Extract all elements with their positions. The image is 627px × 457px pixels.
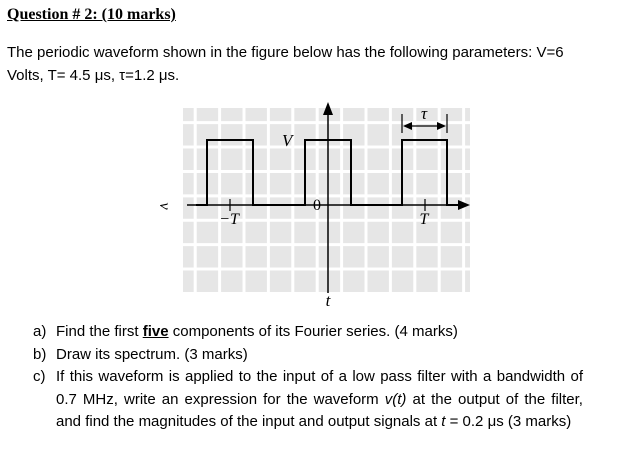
part-a-text-start: Find the first (56, 323, 143, 340)
amplitude-v-label: V (282, 131, 293, 150)
part-c-t: t (441, 413, 446, 430)
part-c-text-middle: at the output of the filter, and find the magnitudes of the input and output signals at (56, 390, 583, 430)
minus-t-label: −T (219, 211, 239, 228)
intro-line-1: The periodic waveform shown in the figure below has the following parameters: V=6 (7, 44, 564, 61)
question-parts (33, 321, 583, 434)
origin-label: 0 (313, 197, 321, 214)
part-b-label: b) (33, 345, 47, 363)
intro-line-2: Volts, T= 4.5 μs, τ=1.2 μs. (7, 67, 180, 84)
part-c (33, 366, 583, 434)
part-b-text: Draw its spectrum. (3 marks) (56, 345, 248, 363)
part-c-text-start: If this waveform is applied to the input of a low pass filter with a bandwidth of 0.7 MHz, write an expression for the waveform (56, 368, 583, 408)
time-axis-label: t (325, 291, 331, 310)
part-a (33, 321, 583, 344)
part-a-label: a) (33, 323, 47, 340)
part-c-vt: v(t) (384, 390, 407, 408)
part-c-label: c) (33, 368, 46, 385)
figure-grid-background (183, 108, 470, 294)
question-heading: Question # 2: (10 marks) (7, 6, 176, 23)
tau-label: τ (420, 104, 428, 123)
part-c-text-end: = 0.2 μs (3 marks) (445, 413, 572, 430)
part-a-text (56, 321, 583, 344)
part-a-text-end: components of its Fourier series. (4 marks) (168, 323, 458, 340)
t-period-label: T (419, 211, 429, 228)
part-c-text (56, 366, 583, 434)
part-b (33, 344, 583, 367)
v-label: v (156, 202, 173, 210)
part-a-emphasis: five (142, 323, 169, 340)
